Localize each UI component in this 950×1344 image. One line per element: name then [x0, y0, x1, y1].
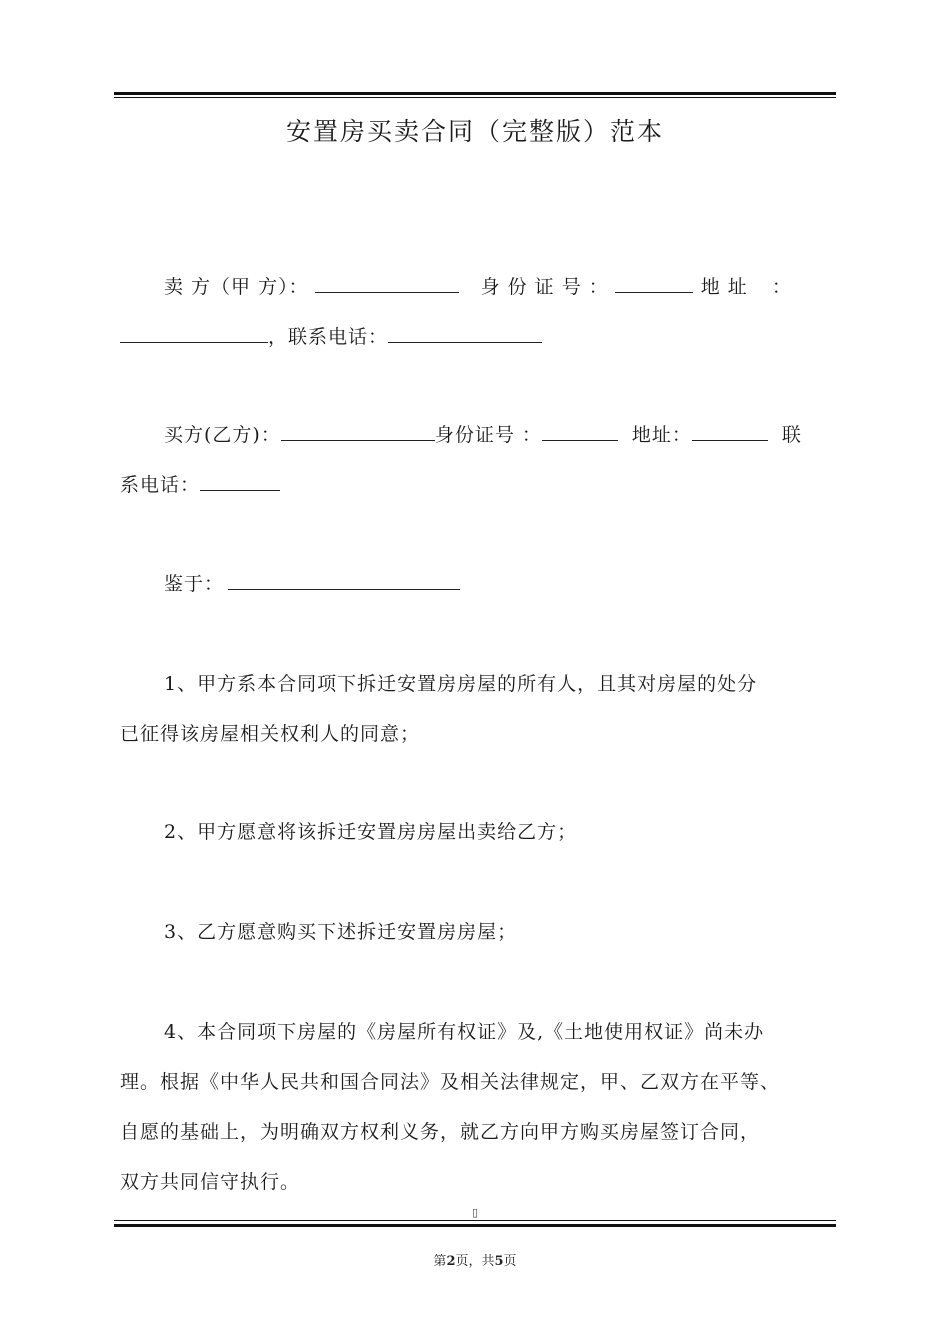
seller-phone-label: ，联系电话：: [268, 326, 389, 348]
clause-3-text: 3、乙方愿意购买下述拆迁安置房房屋；: [164, 921, 518, 943]
seller-address-blank[interactable]: [120, 328, 268, 343]
seller-id-blank[interactable]: [615, 278, 693, 293]
seller-label: 卖 方（甲 方）：: [164, 276, 309, 298]
buyer-paragraph: [120, 410, 836, 510]
footer-suffix: 页: [503, 1254, 517, 1269]
header-rule-thick: [114, 92, 836, 95]
page-number-footer: [0, 1250, 950, 1269]
clause-4-line-2: 理。根据《中华人民共和国合同法》及相关法律规定，甲、乙双方在平等、: [120, 1071, 781, 1093]
clause-4-line-1: 4、本合同项下房屋的《房屋所有权证》及,《土地使用权证》尚未办: [164, 1021, 765, 1043]
page-marker-glyph: ▯: [471, 1206, 479, 1219]
buyer-phone-label-start: 联: [781, 424, 802, 446]
footer-prefix: 第: [433, 1254, 447, 1269]
clause-1: [120, 659, 836, 759]
whereas-paragraph: [120, 559, 836, 609]
footer-current-page: 2: [446, 1254, 456, 1269]
buyer-address-blank[interactable]: [692, 426, 768, 441]
buyer-id-label: 身份证号 ：: [434, 424, 542, 446]
clause-4-line-3: 自愿的基础上，为明确双方权利义务，就乙方向甲方购买房屋签订合同，: [120, 1121, 761, 1143]
seller-address-label: 地 址: [700, 276, 748, 298]
buyer-name-blank[interactable]: [281, 426, 435, 441]
clause-4-line-4: 双方共同信守执行。: [120, 1171, 301, 1193]
buyer-id-blank[interactable]: [542, 426, 618, 441]
buyer-label: 买方(乙方)：: [164, 424, 281, 446]
clause-1-line-2: 已征得该房屋相关权利人的同意；: [120, 723, 421, 745]
clause-2: [120, 807, 836, 857]
footer-rule-thin: [114, 1220, 836, 1221]
seller-paragraph: [120, 262, 836, 362]
footer-middle: 页，共: [455, 1254, 495, 1269]
clause-1-line-1: 1、甲方系本合同项下拆迁安置房房屋的所有人，且其对房屋的处分: [164, 673, 758, 695]
buyer-address-label: 地址：: [631, 424, 692, 446]
seller-id-label: 身 份 证 号 ：: [480, 276, 609, 298]
footer-rule-thick: [114, 1224, 836, 1227]
clause-3: [120, 907, 836, 957]
seller-phone-blank[interactable]: [388, 328, 542, 343]
footer-total-pages: 5: [494, 1254, 504, 1269]
buyer-phone-label-end: 系电话：: [120, 474, 201, 496]
document-title: 安置房买卖合同（完整版）范本: [285, 117, 664, 146]
whereas-label: 鉴于：: [164, 573, 225, 595]
seller-address-colon: ：: [771, 276, 792, 298]
seller-name-blank[interactable]: [315, 278, 459, 293]
clause-2-text: 2、甲方愿意将该拆迁安置房房屋出卖给乙方；: [164, 821, 578, 843]
whereas-blank[interactable]: [228, 575, 460, 590]
clause-4: [120, 1007, 836, 1207]
header-rule-thin: [114, 97, 836, 98]
buyer-phone-blank[interactable]: [200, 476, 280, 491]
